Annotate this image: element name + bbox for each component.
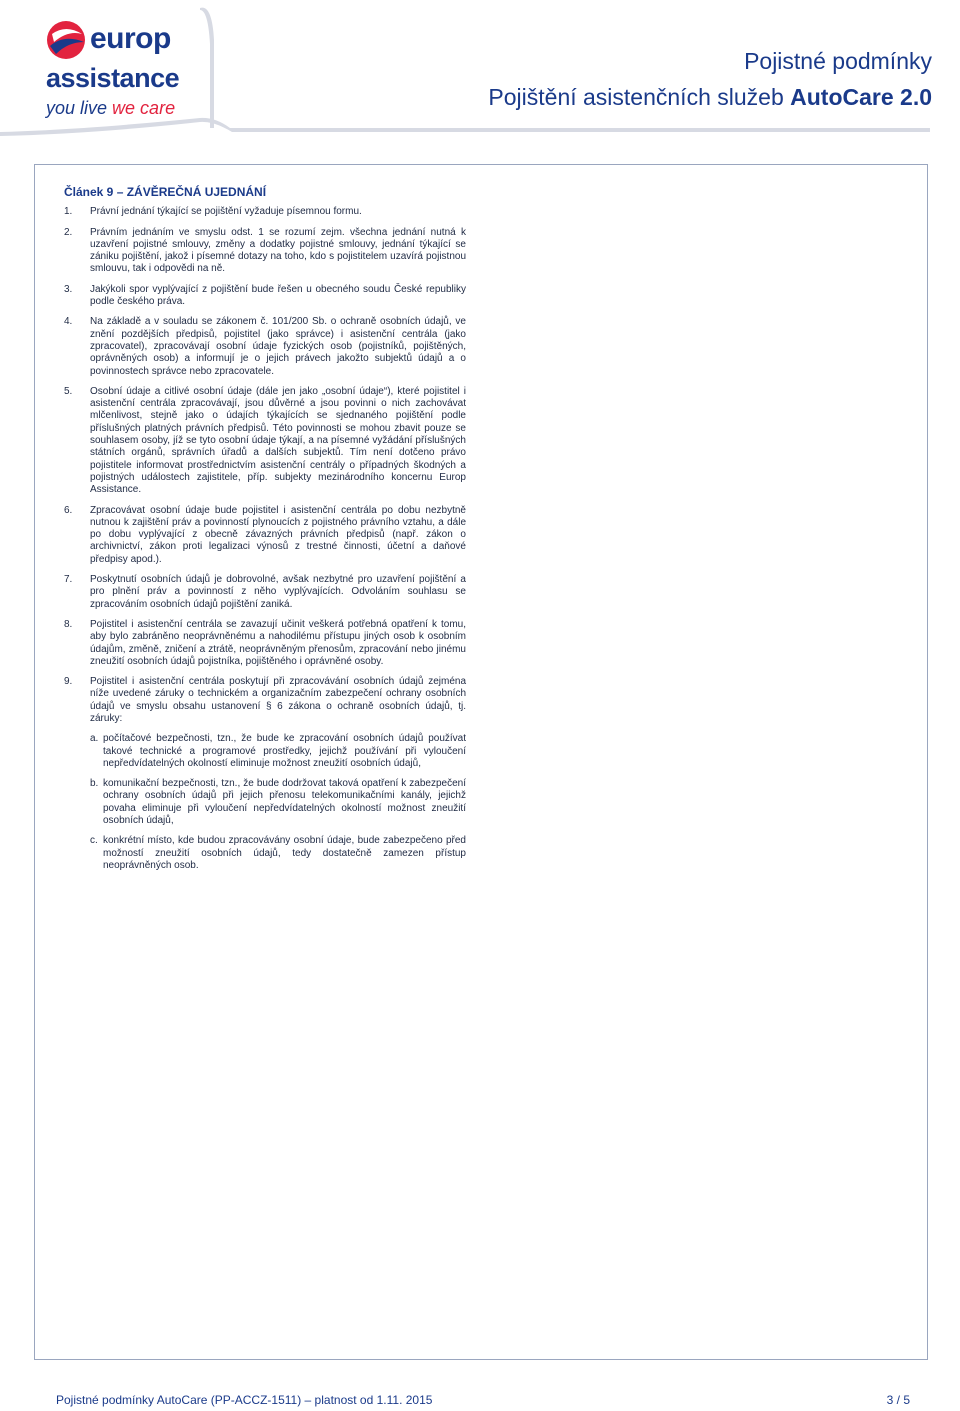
globe-logo-icon (46, 20, 86, 60)
document-title: Pojistné podmínky (744, 48, 932, 74)
list-item: 3. Jakýkoli spor vyplývající z pojištění bude řešen u obecného soudu České republiky podle českého práva. (64, 283, 466, 308)
list-item: 8. Pojistitel i asistenční centrála se zavazují učinit veškerá potřebná opatření k tomu, aby bylo zabráněno neoprávněnému a nahodilému přístupu jiných osob k osobním údajům, změně, zničení a ztrátě, neoprávněným přenosům, zpracování nebo jinému zneužití osobních údajů pojistníka, pojištěného i oprávněné osoby. (64, 618, 466, 667)
logo-tagline: you live we care (46, 98, 176, 118)
list-item: 9. Pojistitel i asistenční centrála poskytují při zpracovávání osobních údajů zejména níže uvedené záruky o technickém a organizačním zabezpečení ochrany osobních údajů ve smyslu obsahu ustanovení § 6 zákona o ochraně osobních údajů, tj. záruky: a. počítačové bezpečnosti, tzn., že bude ke zpracování osobních údajů používat takové technické a programové prostředky, jejichž používání při vyloučení nepředvídatelných okolností eliminuje možnost zneužití osobních údajů, b. komunikační bezpečnosti, tzn., že bude dodržovat taková opatření k zabezpečení ochrany osobních údajů při jejich přenosu telekomunikačními kanály, jejichž povaha eliminuje při vyloučení nepředvídatelných okolností možnost zneužití osobních údajů, c. konkrétní místo, kde budou zpracovávány osobní údaje, bude zabezpečeno před možností zneužití osobních údajů, tedy dostatečně zamezen přístup neoprávněných osob. (64, 676, 466, 871)
article-heading: Článek 9 – ZÁVĚREČNÁ UJEDNÁNÍ (64, 185, 267, 199)
logo-word-europ: europ (90, 22, 171, 55)
logo-word-assistance: assistance (46, 63, 180, 93)
europ-assistance-logo (40, 14, 180, 126)
sub-item: b. komunikační bezpečnosti, tzn., že bude dodržovat taková opatření k zabezpečení ochrany osobních údajů při jejich přenosu telekomunikačními kanály, jejichž povaha eliminuje při vyloučení nepředvídatelných okolností možnost zneužití osobních údajů, (90, 778, 466, 827)
document-subtitle: Pojištění asistenčních služeb AutoCare 2.0 (488, 84, 932, 110)
sub-item: a. počítačové bezpečnosti, tzn., že bude ke zpracování osobních údajů používat takové technické a programové prostředky, jejichž používání při vyloučení nepředvídatelných okolností eliminuje možnost zneužití osobních údajů, (90, 733, 466, 769)
page-number: 3 / 5 (886, 1393, 910, 1407)
list-item: 2. Právním jednáním ve smyslu odst. 1 se rozumí zejm. všechna jednání nutná k uzavření pojistné smlouvy, změny a dodatky pojistné smlouvy, jednání týkající se zániku pojištění, jakož i písemné dotazy na toho, kdo s pojistitelem uzavírá pojistnou smlouvu, tak i odpovědi na ně. (64, 226, 466, 275)
list-item: 7. Poskytnutí osobních údajů je dobrovolné, avšak nezbytné pro uzavření pojištění a pro plnění práv a povinností z něho vyplývajících. Odvoláním souhlasu se zpracováním osobních údajů pojištění zaniká. (64, 574, 466, 610)
article-content (64, 186, 466, 880)
list-item: 4. Na základě a v souladu se zákonem č. 101/200 Sb. o ochraně osobních údajů, ve znění pozdějších předpisů, pojistitel (jako správce) i asistenční centrála (jako zpracovatel), zpracovávají osobní údaje fyzických osob (pojistníků, pojištěných, oprávněných osob) a informují je o jejich právech jakožto subjektů údajů a o povinnostech správce nebo zpracovatele. (64, 316, 466, 377)
list-item: 1. Právní jednání týkající se pojištění vyžaduje písemnou formu. (64, 206, 362, 218)
list-item: 6. Zpracovávat osobní údaje bude pojistitel i asistenční centrála po dobu nezbytně nutnou k zajištění práv a povinností plynoucích z pojistného právního vztahu, a dále po dobu vyplývající z obecně závazných právních předpisů (např. zákon o archivnictví, zákon proti legalizaci výnosů z trestné činnosti, účetní a daňové předpisy apod.). (64, 504, 466, 565)
footer-text: Pojistné podmínky AutoCare (PP-ACCZ-1511) – platnost od 1.11. 2015 (56, 1393, 433, 1407)
list-item: 5. Osobní údaje a citlivé osobní údaje (dále jen jako „osobní údaje“), které pojistitel i asistenční centrála zpracovávají, jsou důvěrné a jsou povinni o nich zachovávat mlčenlivost, stejně jako o údajích týkajících se sjednaného pojištění podle příslušných platných právních předpisů. Této povinnosti se mohou zbavit pouze se souhlasem osoby, jíž se tyto osobní údaje týkají, a na písemné vyžádání příslušných státních orgánů, správních úřadů a dalších subjektů. Tím není dotčeno právo pojistitele informovat prostřednictvím asistenční centrály o případných škodných a pojistných událostech zajistitele, příp. subjekty mezinárodního koncernu Europ Assistance. (64, 385, 466, 496)
sub-item: c. konkrétní místo, kde budou zpracovávány osobní údaje, bude zabezpečeno před možností zneužití osobních údajů, tedy dostatečně zamezen přístup neoprávněných osob. (90, 835, 466, 871)
